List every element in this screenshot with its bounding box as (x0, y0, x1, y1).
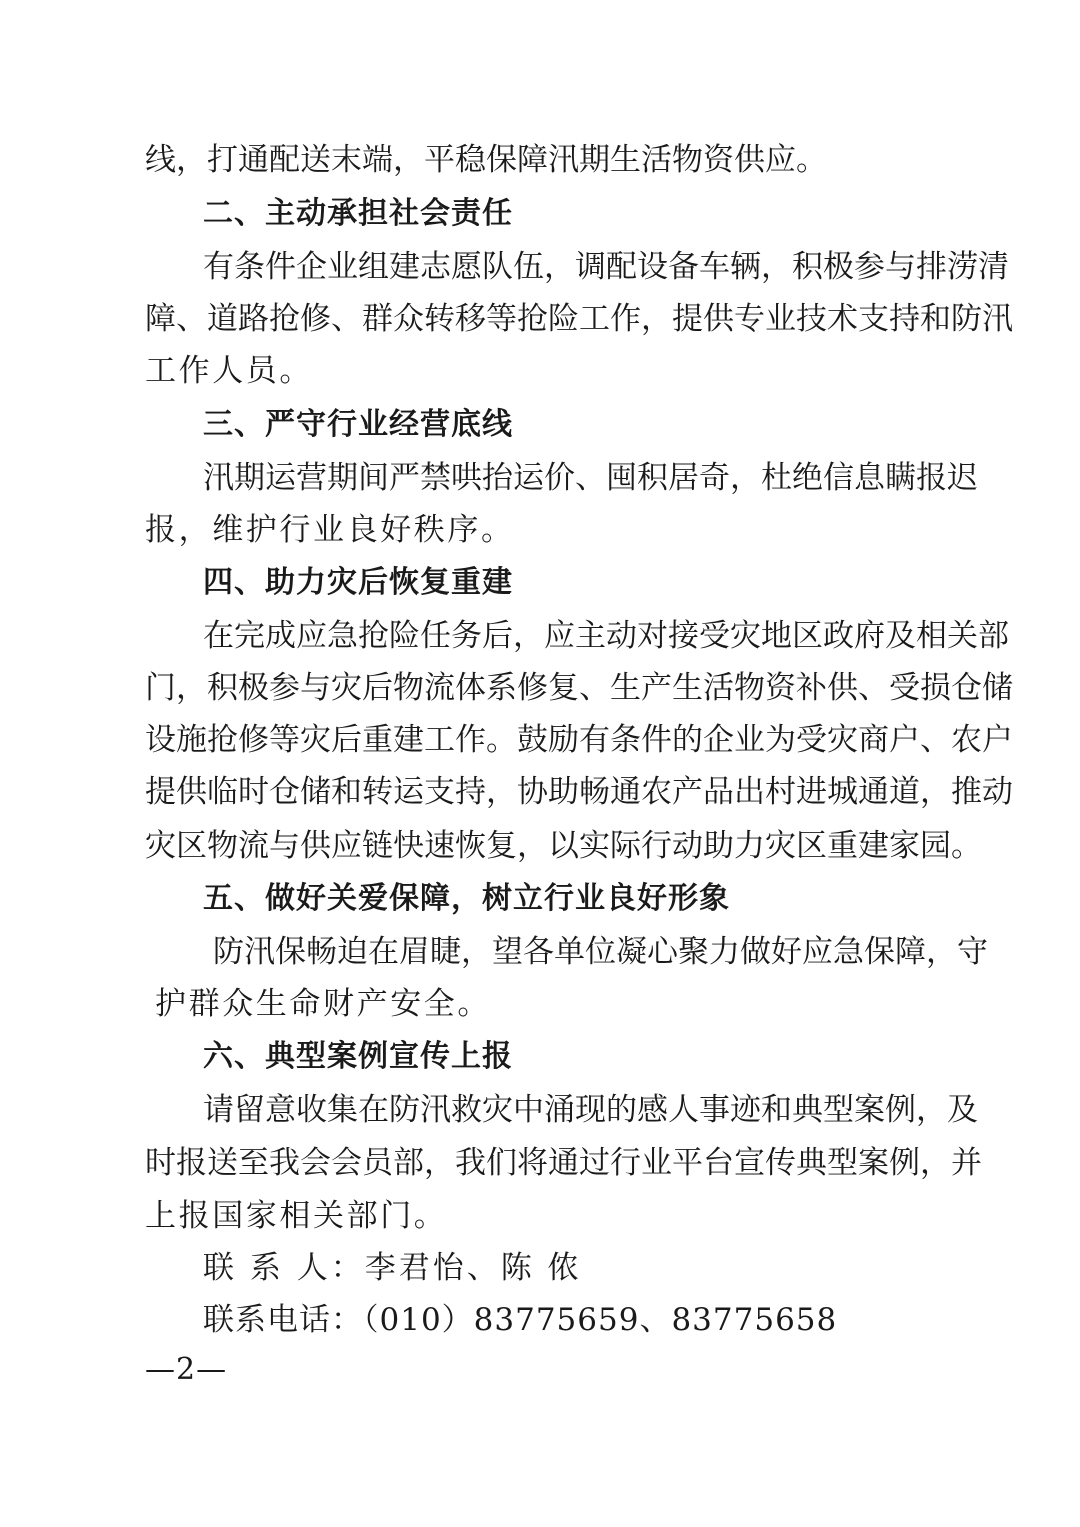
contact-person: 联 系 人：李君怡、陈 侬 (203, 1250, 582, 1286)
paragraph-line: 设施抢修等灾后重建工作。鼓励有条件的企业为受灾商户、农户 (145, 722, 1013, 758)
paragraph-line: 提供临时仓储和转运支持，协助畅通农产品出村进城通道，推动 (145, 774, 1013, 810)
paragraph-line: 灾区物流与供应链快速恢复，以实际行动助力灾区重建家园。 (145, 828, 982, 864)
section-heading: 四、助力灾后恢复重建 (203, 565, 513, 600)
section-heading: 二、主动承担社会责任 (203, 196, 513, 231)
paragraph-line: 时报送至我会会员部，我们将通过行业平台宣传典型案例，并 (145, 1145, 982, 1181)
paragraph-line: 上报国家相关部门。 (145, 1198, 448, 1234)
paragraph-line: 工作人员。 (145, 353, 313, 389)
section-heading: 五、做好关爱保障，树立行业良好形象 (203, 881, 730, 916)
paragraph-line: 防汛保畅迫在眉睫，望各单位凝心聚力做好应急保障，守 (213, 934, 988, 970)
paragraph-line: 汛期运营期间严禁哄抬运价、囤积居奇，杜绝信息瞒报迟 (203, 460, 978, 496)
paragraph-line: 护群众生命财产安全。 (155, 986, 491, 1022)
contact-phone: 联系电话：（010）83775659、83775658 (203, 1302, 838, 1338)
paragraph-line: 报，维护行业良好秩序。 (145, 512, 515, 548)
paragraph-line: 门，积极参与灾后物流体系修复、生产生活物资补供、受损仓储 (145, 670, 1013, 706)
paragraph-line: 在完成应急抢险任务后，应主动对接受灾地区政府及相关部 (203, 618, 1009, 654)
page-number: —2— (145, 1352, 228, 1387)
paragraph-line: 有条件企业组建志愿队伍，调配设备车辆，积极参与排涝清 (203, 249, 1009, 285)
section-heading: 六、典型案例宣传上报 (203, 1039, 513, 1074)
paragraph-line: 请留意收集在防汛救灾中涌现的感人事迹和典型案例，及 (203, 1092, 978, 1128)
paragraph-line: 障、道路抢修、群众转移等抢险工作，提供专业技术支持和防汛 (145, 301, 1013, 337)
paragraph-line: 线，打通配送末端，平稳保障汛期生活物资供应。 (145, 142, 827, 178)
section-heading: 三、严守行业经营底线 (203, 407, 513, 442)
